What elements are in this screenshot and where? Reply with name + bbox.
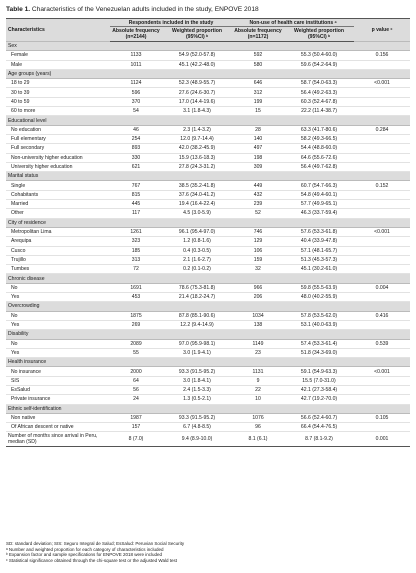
pvalue-cell xyxy=(354,237,410,246)
nonuse-frequency-cell: 10 xyxy=(232,395,284,404)
nonuse-proportion-cell: 58.7 (54.0-63.3) xyxy=(284,79,354,88)
nonuse-frequency-cell: 106 xyxy=(232,246,284,255)
row-label: Yes xyxy=(6,348,110,357)
absolute-frequency-cell: 254 xyxy=(110,134,162,143)
table-row xyxy=(6,395,410,404)
row-label: No education xyxy=(6,125,110,134)
table-row xyxy=(6,320,410,329)
nonuse-frequency-cell: 28 xyxy=(232,125,284,134)
nonuse-proportion-cell: 59.6 (54.2-64.9) xyxy=(284,60,354,69)
absolute-frequency-cell: 1011 xyxy=(110,60,162,69)
table-row xyxy=(6,237,410,246)
absolute-frequency-cell: 117 xyxy=(110,209,162,218)
weighted-proportion-cell: 54.9 (52.0-57.8) xyxy=(162,51,232,60)
row-label: Arequipa xyxy=(6,237,110,246)
nonuse-proportion-cell: 45.1 (30.2-61.0) xyxy=(284,265,354,274)
section-header-row xyxy=(6,358,410,367)
row-label: Married xyxy=(6,200,110,209)
nonuse-frequency-cell: 1131 xyxy=(232,367,284,376)
weighted-proportion-cell: 97.0 (95.9-98.1) xyxy=(162,339,232,348)
nonuse-frequency-cell: 206 xyxy=(232,293,284,302)
nonuse-proportion-cell: 42.7 (19.2-70.0) xyxy=(284,395,354,404)
weighted-proportion-cell: 37.6 (34.0-41.2) xyxy=(162,190,232,199)
row-label: Metropolitan Lima xyxy=(6,227,110,236)
table-row xyxy=(6,265,410,274)
absolute-frequency-cell: 2089 xyxy=(110,339,162,348)
row-label: 60 to more xyxy=(6,107,110,116)
section-header-row xyxy=(6,69,410,78)
nonuse-frequency-cell: 432 xyxy=(232,190,284,199)
weighted-proportion-cell: 1.2 (0.8-1.6) xyxy=(162,237,232,246)
weighted-proportion-cell: 1.3 (0.5-2.1) xyxy=(162,395,232,404)
nonuse-proportion-cell: 51.3 (45.3-57.3) xyxy=(284,255,354,264)
absolute-frequency-cell: 453 xyxy=(110,293,162,302)
table-title: Characteristics of the Venezuelan adults included in the study, ENPOVE 2018 xyxy=(31,6,259,13)
table-row xyxy=(6,79,410,88)
footnote: SD: standard deviation; SIS: Seguro Integral de Salud; EsSalud: Peruvian Social Security xyxy=(6,541,185,546)
nonuse-proportion-cell: 57.7 (49.9-65.1) xyxy=(284,200,354,209)
nonuse-frequency-cell: 1034 xyxy=(232,311,284,320)
table-row xyxy=(6,107,410,116)
pvalue-cell: <0.001 xyxy=(354,79,410,88)
table-body xyxy=(6,42,410,447)
nonuse-frequency-cell: 32 xyxy=(232,265,284,274)
pvalue-cell xyxy=(354,190,410,199)
nonuse-proportion-cell: 51.8 (34.3-69.0) xyxy=(284,348,354,357)
nonuse-proportion-cell: 64.6 (55.6-72.6) xyxy=(284,153,354,162)
pvalue-cell: <0.001 xyxy=(354,367,410,376)
row-label: Number of months since arrival in Peru, median (SD) xyxy=(6,432,110,447)
weighted-proportion-cell: 12.0 (9.7-14.4) xyxy=(162,134,232,143)
table-row xyxy=(6,413,410,422)
weighted-proportion-cell: 4.5 (3.0-5.9) xyxy=(162,209,232,218)
absolute-frequency-cell: 767 xyxy=(110,181,162,190)
nonuse-proportion-cell: 40.4 (33.9-47.8) xyxy=(284,237,354,246)
section-header-row xyxy=(6,116,410,125)
section-header-row xyxy=(6,172,410,181)
nonuse-frequency-cell: 966 xyxy=(232,283,284,292)
table-row xyxy=(6,339,410,348)
section-title: Educational level xyxy=(6,116,410,125)
nonuse-frequency-cell: 592 xyxy=(232,51,284,60)
weighted-proportion-cell: 38.5 (35.2-41.8) xyxy=(162,181,232,190)
pvalue-cell xyxy=(354,200,410,209)
nonuse-proportion-cell: 53.1 (40.0-63.9) xyxy=(284,320,354,329)
nonuse-frequency-cell: 9 xyxy=(232,376,284,385)
nonuse-frequency-cell: 140 xyxy=(232,134,284,143)
section-header-row xyxy=(6,218,410,227)
table-row xyxy=(6,181,410,190)
absolute-frequency-cell: 1261 xyxy=(110,227,162,236)
pvalue-cell xyxy=(354,395,410,404)
absolute-frequency-cell: 2000 xyxy=(110,367,162,376)
section-title: Chronic disease xyxy=(6,274,410,283)
table-row xyxy=(6,293,410,302)
nonuse-frequency-cell: 23 xyxy=(232,348,284,357)
nonuse-proportion-cell: 56.6 (52.4-60.7) xyxy=(284,413,354,422)
absolute-frequency-cell: 323 xyxy=(110,237,162,246)
row-label: EsSalud xyxy=(6,385,110,394)
nonuse-frequency-cell: 199 xyxy=(232,97,284,106)
section-header-row xyxy=(6,404,410,413)
table-row xyxy=(6,255,410,264)
row-label: No insurance xyxy=(6,367,110,376)
table-row xyxy=(6,97,410,106)
nonuse-proportion-cell: 63.3 (41.7-80.6) xyxy=(284,125,354,134)
pvalue-cell: 0.156 xyxy=(354,51,410,60)
weighted-proportion-cell: 45.1 (42.2-48.0) xyxy=(162,60,232,69)
row-label: Non native xyxy=(6,413,110,422)
table-footnotes xyxy=(6,541,410,563)
pvalue-cell: 0.105 xyxy=(354,413,410,422)
absolute-frequency-cell: 893 xyxy=(110,144,162,153)
col-characteristics: Characteristics xyxy=(6,19,110,42)
table-label: Table 1. xyxy=(6,6,31,13)
row-label: Private insurance xyxy=(6,395,110,404)
weighted-proportion-cell: 17.0 (14.4-19.6) xyxy=(162,97,232,106)
table-row xyxy=(6,367,410,376)
row-label: Female xyxy=(6,51,110,60)
weighted-proportion-cell: 87.8 (85.1-90.6) xyxy=(162,311,232,320)
absolute-frequency-cell: 815 xyxy=(110,190,162,199)
table-row xyxy=(6,376,410,385)
absolute-frequency-cell: 269 xyxy=(110,320,162,329)
absolute-frequency-cell: 313 xyxy=(110,255,162,264)
row-label: Full elementary xyxy=(6,134,110,143)
weighted-proportion-cell: 78.6 (75.3-81.8) xyxy=(162,283,232,292)
nonuse-proportion-cell: 8.7 (8.1-9.2) xyxy=(284,432,354,447)
nonuse-proportion-cell: 48.0 (40.2-55.9) xyxy=(284,293,354,302)
section-header-row xyxy=(6,274,410,283)
absolute-frequency-cell: 1124 xyxy=(110,79,162,88)
nonuse-proportion-cell: 58.2 (49.3-66.5) xyxy=(284,134,354,143)
nonuse-proportion-cell: 60.7 (54.7-66.3) xyxy=(284,181,354,190)
table-row xyxy=(6,200,410,209)
table-row xyxy=(6,162,410,171)
footnote: ᵇ Expansion factor and sample specifications for ENPOVE 2018 were included xyxy=(6,552,163,558)
weighted-proportion-cell: 42.0 (38.2-45.9) xyxy=(162,144,232,153)
nonuse-frequency-cell: 312 xyxy=(232,88,284,97)
pvalue-cell xyxy=(354,246,410,255)
nonuse-proportion-cell: 46.3 (33.7-59.4) xyxy=(284,209,354,218)
nonuse-frequency-cell: 580 xyxy=(232,60,284,69)
pvalue-cell xyxy=(354,60,410,69)
weighted-proportion-cell: 9.4 (8.9-10.0) xyxy=(162,432,232,447)
weighted-proportion-cell: 96.1 (95.4-97.0) xyxy=(162,227,232,236)
weighted-proportion-cell: 3.0 (1.8-4.1) xyxy=(162,376,232,385)
pvalue-cell xyxy=(354,144,410,153)
row-label: Trujillo xyxy=(6,255,110,264)
weighted-proportion-cell: 27.6 (24.6-30.7) xyxy=(162,88,232,97)
nonuse-frequency-cell: 198 xyxy=(232,153,284,162)
col-group-non-use: Non-use of health care institutions ᵃ xyxy=(232,19,354,27)
nonuse-frequency-cell: 646 xyxy=(232,79,284,88)
pvalue-cell xyxy=(354,209,410,218)
nonuse-proportion-cell: 60.3 (52.4-67.8) xyxy=(284,97,354,106)
section-title: Ethnic self-identification xyxy=(6,404,410,413)
row-label: Male xyxy=(6,60,110,69)
absolute-frequency-cell: 330 xyxy=(110,153,162,162)
absolute-frequency-cell: 1875 xyxy=(110,311,162,320)
pvalue-cell: <0.001 xyxy=(354,227,410,236)
absolute-frequency-cell: 445 xyxy=(110,200,162,209)
absolute-frequency-cell: 54 xyxy=(110,107,162,116)
row-label: Non-university higher education xyxy=(6,153,110,162)
nonuse-proportion-cell: 56.4 (49.2-63.3) xyxy=(284,88,354,97)
weighted-proportion-cell: 0.2 (0.1-0.2) xyxy=(162,265,232,274)
pvalue-cell xyxy=(354,348,410,357)
weighted-proportion-cell: 93.3 (91.5-95.2) xyxy=(162,413,232,422)
nonuse-proportion-cell: 57.1 (48.1-65.7) xyxy=(284,246,354,255)
table-row xyxy=(6,134,410,143)
row-label: Cohabitants xyxy=(6,190,110,199)
absolute-frequency-cell: 621 xyxy=(110,162,162,171)
section-title: City of residence xyxy=(6,218,410,227)
nonuse-proportion-cell: 59.8 (55.5-63.9) xyxy=(284,283,354,292)
nonuse-proportion-cell: 54.4 (48.8-60.0) xyxy=(284,144,354,153)
table-row xyxy=(6,311,410,320)
absolute-frequency-cell: 157 xyxy=(110,423,162,432)
table-row xyxy=(6,125,410,134)
table-row xyxy=(6,283,410,292)
pvalue-cell xyxy=(354,107,410,116)
table-row xyxy=(6,153,410,162)
pvalue-cell xyxy=(354,320,410,329)
row-label: Yes xyxy=(6,320,110,329)
section-title: Health insurance xyxy=(6,358,410,367)
absolute-frequency-cell: 8 (7.0) xyxy=(110,432,162,447)
pvalue-cell xyxy=(354,423,410,432)
table-row-months-since-arrival xyxy=(6,432,410,447)
weighted-proportion-cell: 2.1 (1.6-2.7) xyxy=(162,255,232,264)
absolute-frequency-cell: 185 xyxy=(110,246,162,255)
table-row xyxy=(6,51,410,60)
nonuse-proportion-cell: 66.4 (54.4-76.5) xyxy=(284,423,354,432)
row-label: Yes xyxy=(6,293,110,302)
weighted-proportion-cell: 3.0 (1.9-4.1) xyxy=(162,348,232,357)
section-title: Disability xyxy=(6,330,410,339)
weighted-proportion-cell: 52.3 (48.9-55.7) xyxy=(162,79,232,88)
row-label: No xyxy=(6,283,110,292)
nonuse-proportion-cell: 59.1 (54.9-63.3) xyxy=(284,367,354,376)
section-title: Marital status xyxy=(6,172,410,181)
weighted-proportion-cell: 2.4 (1.5-3.3) xyxy=(162,385,232,394)
pvalue-cell xyxy=(354,255,410,264)
table-row xyxy=(6,190,410,199)
nonuse-proportion-cell: 57.6 (53.3-61.8) xyxy=(284,227,354,236)
weighted-proportion-cell: 15.9 (13.6-18.3) xyxy=(162,153,232,162)
row-label: Single xyxy=(6,181,110,190)
table-row xyxy=(6,385,410,394)
nonuse-proportion-cell: 42.1 (27.3-58.4) xyxy=(284,385,354,394)
absolute-frequency-cell: 72 xyxy=(110,265,162,274)
absolute-frequency-cell: 370 xyxy=(110,97,162,106)
pvalue-cell: 0.539 xyxy=(354,339,410,348)
row-label: Tumbes xyxy=(6,265,110,274)
row-label: University higher education xyxy=(6,162,110,171)
pvalue-cell xyxy=(354,153,410,162)
nonuse-frequency-cell: 138 xyxy=(232,320,284,329)
nonuse-frequency-cell: 8.1 (6.1) xyxy=(232,432,284,447)
nonuse-frequency-cell: 309 xyxy=(232,162,284,171)
nonuse-frequency-cell: 159 xyxy=(232,255,284,264)
row-label: Full secondary xyxy=(6,144,110,153)
nonuse-proportion-cell: 55.3 (50.4-60.0) xyxy=(284,51,354,60)
pvalue-cell xyxy=(354,162,410,171)
table-row xyxy=(6,227,410,236)
table-row xyxy=(6,348,410,357)
nonuse-proportion-cell: 57.8 (53.5-62.0) xyxy=(284,311,354,320)
absolute-frequency-cell: 46 xyxy=(110,125,162,134)
col-absolute-frequency: Absolute frequency (n=2144) xyxy=(110,27,162,42)
table-row xyxy=(6,88,410,97)
row-label: Other xyxy=(6,209,110,218)
col-absolute-frequency-nonuse: Absolute frequency (n=1172) xyxy=(232,27,284,42)
nonuse-frequency-cell: 497 xyxy=(232,144,284,153)
pvalue-cell: 0.284 xyxy=(354,125,410,134)
weighted-proportion-cell: 27.8 (24.3-31.2) xyxy=(162,162,232,171)
section-header-row xyxy=(6,302,410,311)
weighted-proportion-cell: 0.4 (0.3-0.5) xyxy=(162,246,232,255)
section-header-row xyxy=(6,330,410,339)
table-row xyxy=(6,209,410,218)
row-label: SIS xyxy=(6,376,110,385)
absolute-frequency-cell: 1691 xyxy=(110,283,162,292)
nonuse-frequency-cell: 52 xyxy=(232,209,284,218)
nonuse-proportion-cell: 56.4 (49.7-62.8) xyxy=(284,162,354,171)
table-caption xyxy=(6,6,410,14)
section-title: Overcrowding xyxy=(6,302,410,311)
row-label: No xyxy=(6,311,110,320)
row-label: Cusco xyxy=(6,246,110,255)
col-weighted-proportion-nonuse: Weighted proportion (95%CI) ᵇ xyxy=(284,27,354,42)
nonuse-frequency-cell: 746 xyxy=(232,227,284,236)
characteristics-table xyxy=(6,18,410,447)
pvalue-cell: 0.416 xyxy=(354,311,410,320)
pvalue-cell xyxy=(354,134,410,143)
nonuse-proportion-cell: 57.4 (53.3-61.4) xyxy=(284,339,354,348)
absolute-frequency-cell: 1133 xyxy=(110,51,162,60)
nonuse-proportion-cell: 15.5 (7.0-31.0) xyxy=(284,376,354,385)
table-row xyxy=(6,246,410,255)
nonuse-frequency-cell: 1149 xyxy=(232,339,284,348)
table-row xyxy=(6,423,410,432)
pvalue-cell xyxy=(354,385,410,394)
pvalue-cell xyxy=(354,376,410,385)
pvalue-cell xyxy=(354,293,410,302)
weighted-proportion-cell: 3.1 (1.8-4.3) xyxy=(162,107,232,116)
nonuse-proportion-cell: 54.8 (49.4-60.1) xyxy=(284,190,354,199)
table-header xyxy=(6,19,410,42)
nonuse-frequency-cell: 22 xyxy=(232,385,284,394)
nonuse-frequency-cell: 15 xyxy=(232,107,284,116)
absolute-frequency-cell: 64 xyxy=(110,376,162,385)
row-label: 40 to 59 xyxy=(6,97,110,106)
col-pvalue: p value ᶜ xyxy=(354,19,410,42)
nonuse-frequency-cell: 449 xyxy=(232,181,284,190)
row-label: 30 to 39 xyxy=(6,88,110,97)
absolute-frequency-cell: 55 xyxy=(110,348,162,357)
row-label: Of African descent or native xyxy=(6,423,110,432)
col-group-respondents: Respondents included in the study xyxy=(110,19,232,27)
nonuse-frequency-cell: 239 xyxy=(232,200,284,209)
section-title: Age groups (years) xyxy=(6,69,410,78)
section-header-row xyxy=(6,42,410,51)
absolute-frequency-cell: 56 xyxy=(110,385,162,394)
nonuse-frequency-cell: 96 xyxy=(232,423,284,432)
table-row xyxy=(6,144,410,153)
pvalue-cell xyxy=(354,265,410,274)
pvalue-cell xyxy=(354,97,410,106)
pvalue-cell: 0.004 xyxy=(354,283,410,292)
section-title: Sex xyxy=(6,42,410,51)
pvalue-cell: 0.001 xyxy=(354,432,410,447)
row-label: No xyxy=(6,339,110,348)
weighted-proportion-cell: 6.7 (4.8-8.5) xyxy=(162,423,232,432)
weighted-proportion-cell: 21.4 (18.2-24.7) xyxy=(162,293,232,302)
absolute-frequency-cell: 1987 xyxy=(110,413,162,422)
weighted-proportion-cell: 12.2 (9.4-14.9) xyxy=(162,320,232,329)
weighted-proportion-cell: 93.3 (91.5-95.2) xyxy=(162,367,232,376)
pvalue-cell xyxy=(354,88,410,97)
footnote: ᵃ Number and weighted proportion for each category of characteristics included xyxy=(6,546,164,552)
absolute-frequency-cell: 596 xyxy=(110,88,162,97)
nonuse-frequency-cell: 129 xyxy=(232,237,284,246)
weighted-proportion-cell: 19.4 (16.4-22.4) xyxy=(162,200,232,209)
row-label: 18 to 29 xyxy=(6,79,110,88)
col-weighted-proportion: Weighted proportion (95%CI) ᵇ xyxy=(162,27,232,42)
absolute-frequency-cell: 24 xyxy=(110,395,162,404)
table-row xyxy=(6,60,410,69)
footnote: ᶜ Statistical significance obtained through the chi-square test or the adjusted Wald test xyxy=(6,557,178,563)
nonuse-frequency-cell: 1076 xyxy=(232,413,284,422)
weighted-proportion-cell: 2.3 (1.4-3.2) xyxy=(162,125,232,134)
pvalue-cell: 0.152 xyxy=(354,181,410,190)
nonuse-proportion-cell: 22.2 (11.4-38.7) xyxy=(284,107,354,116)
